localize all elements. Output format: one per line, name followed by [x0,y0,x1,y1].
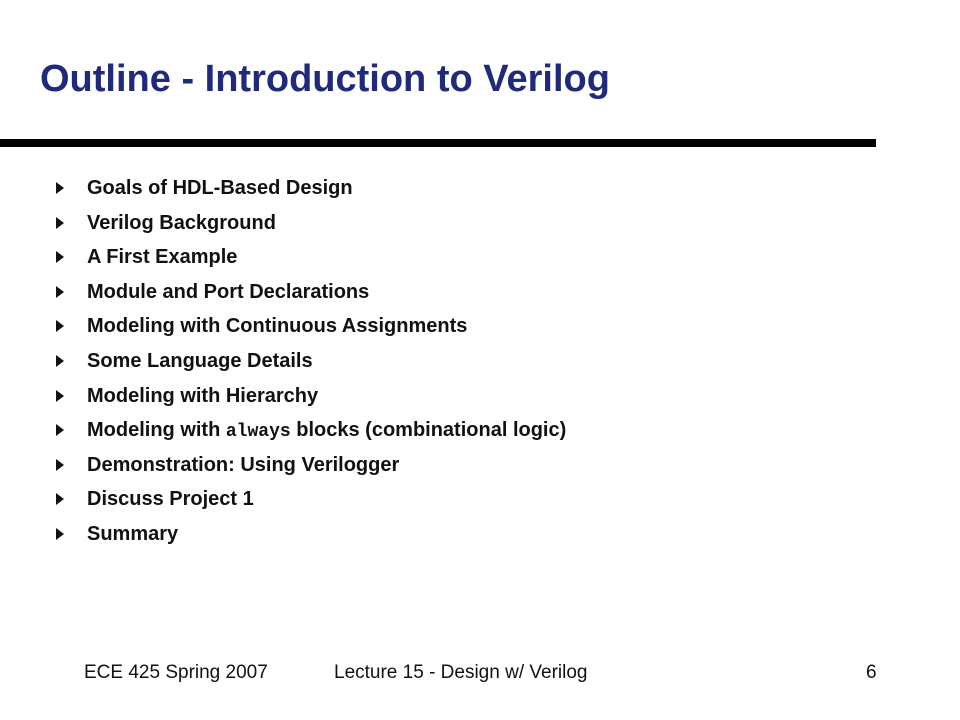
triangle-right-icon [56,528,64,540]
triangle-right-icon [56,251,64,263]
bullet-text: Modeling with Continuous Assignments [87,315,468,338]
outline-bullet-list [56,171,566,552]
triangle-right-icon [56,217,64,229]
bullet-item [56,275,566,310]
triangle-right-icon [56,424,64,436]
bullet-text: Goals of HDL-Based Design [87,177,353,199]
bullet-item [56,448,566,483]
bullet-item [56,482,566,517]
bullet-item [56,206,566,241]
bullet-item [56,517,566,552]
triangle-right-icon [56,459,64,471]
bullet-item [56,413,566,448]
triangle-right-icon [56,355,64,367]
bullet-text: Verilog Background [87,211,276,234]
bullet-item [56,171,566,206]
bullet-text: Some Language Details [87,349,313,372]
bullet-code-keyword: always [225,422,291,443]
bullet-text-prefix: Modeling with [87,419,226,442]
triangle-right-icon [56,182,64,194]
footer-course: ECE 425 Spring 2007 [84,662,268,683]
bullet-text-suffix: blocks (combinational logic) [290,419,567,442]
bullet-item [56,379,566,414]
bullet-text: Module and Port Declarations [87,280,370,303]
bullet-text: Discuss Project 1 [87,488,254,511]
triangle-right-icon [56,493,64,505]
triangle-right-icon [56,286,64,298]
bullet-text: Modeling with Hierarchy [87,384,319,407]
bullet-item [56,309,566,344]
footer-lecture-title: Lecture 15 - Design w/ Verilog [334,662,588,683]
bullet-item [56,344,566,379]
bullet-text: Demonstration: Using Verilogger [87,453,400,476]
bullet-item [56,240,566,275]
bullet-text: A First Example [87,246,238,269]
footer-page-number: 6 [866,662,877,683]
title-divider-rule [0,139,876,147]
slide-title: Outline - Introduction to Verilog [40,58,610,100]
bullet-text: Summary [87,522,179,545]
triangle-right-icon [56,390,64,402]
triangle-right-icon [56,320,64,332]
